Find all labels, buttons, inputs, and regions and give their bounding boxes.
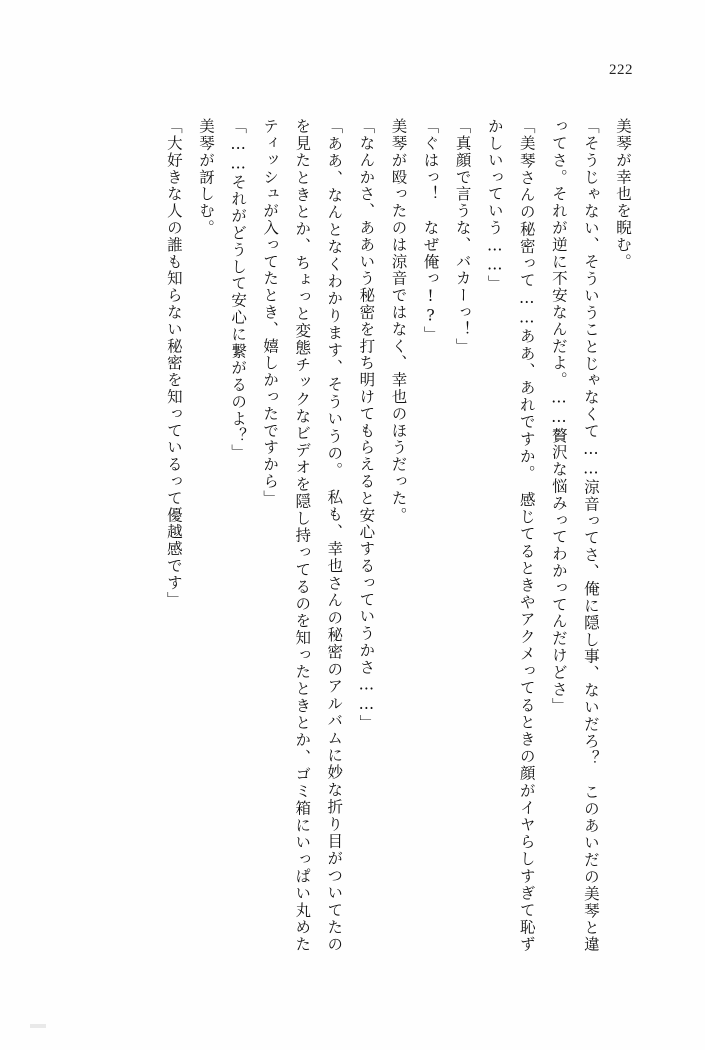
paragraph: 「美琴さんの秘密って……ああ、あれですか。 感じてるときやアクメってるときの顔がイヤらしすぎて恥ずかしいっていう……」 xyxy=(485,118,536,953)
paragraph: 美琴が殴ったのは涼音ではなく、幸也のほうだった。 xyxy=(389,118,408,524)
page-text-body xyxy=(99,118,639,953)
page-corner-artifact xyxy=(30,1024,46,1028)
paragraph: 「真顔で言うな、バカーっ！」 xyxy=(453,118,472,355)
paragraph: 「ぐはっ！ なぜ俺っ!?」 xyxy=(421,118,440,343)
paragraph: 「なんかさ、ああいう秘密を打ち明けてもらえると安心するっていうかさ……」 xyxy=(357,118,376,732)
paragraph: 「ああ、なんとなくわかります、そういうの。 私も、幸也さんの秘密のアルバムに妙な折り目がついてたのを見たときとか、ちょっと変態チックなビデオを隠し持ってるのを知ったときとか、ゴミ箱にいっぱい丸めたティッシュが入ってたとき、嬉しかったですから」 xyxy=(261,118,344,953)
paragraph: 「そうじゃない、そういうことじゃなくて……涼音ってさ、俺に隠し事、ないだろ？ このあいだの美琴と違ってさ。それが逆に不安なんだよ。……贅沢な悩みってわかってんだけどさ」 xyxy=(549,118,600,953)
paragraph: 美琴が幸也を睨む。 xyxy=(614,118,632,271)
page-number: 222 xyxy=(609,62,633,78)
paragraph-with-ruby: 美琴が訝しむ。 xyxy=(196,118,215,237)
paragraph: 「大好きな人の誰も知らない秘密を知っているって優越感です」 xyxy=(164,118,183,609)
paragraph: 「……それがどうして安心に繋がるのよ？」 xyxy=(229,118,248,461)
